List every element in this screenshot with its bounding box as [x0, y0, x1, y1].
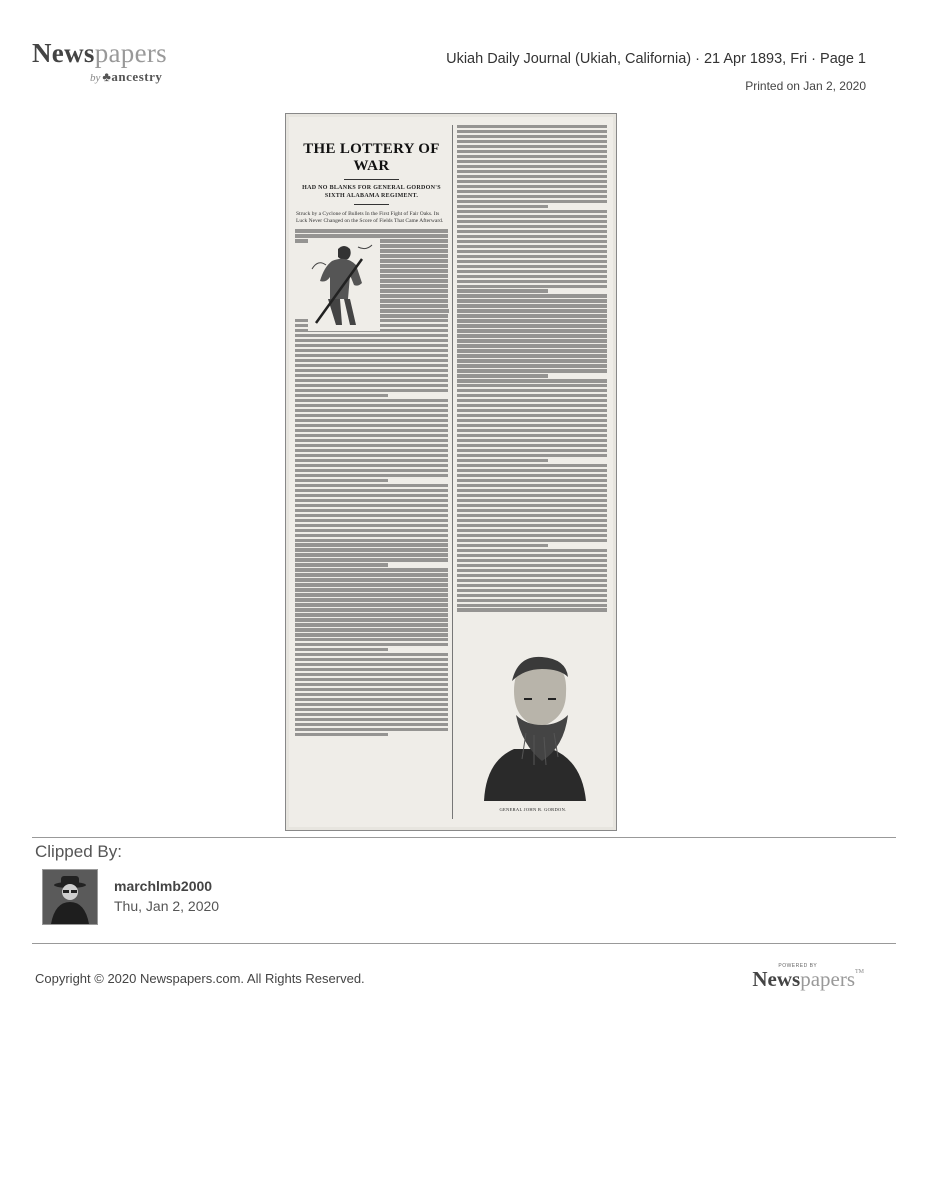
text-line	[295, 509, 448, 512]
text-line	[295, 504, 448, 507]
text-line	[295, 653, 448, 656]
text-line	[295, 384, 448, 387]
text-line	[295, 633, 448, 636]
clip-date: Thu, Jan 2, 2020	[114, 898, 220, 914]
text-line	[457, 225, 607, 228]
powered-news-text: News	[752, 967, 801, 991]
text-line	[457, 469, 607, 472]
text-line	[295, 558, 448, 561]
text-line	[457, 454, 607, 457]
text-line	[457, 544, 548, 547]
logo-news-text: News	[32, 38, 95, 68]
text-line	[457, 479, 607, 482]
text-line	[457, 185, 607, 188]
powered-wordmark	[752, 969, 864, 990]
text-line	[457, 275, 607, 278]
text-line	[295, 728, 448, 731]
text-line	[376, 249, 448, 252]
text-line	[376, 299, 448, 302]
deck-rule	[354, 204, 389, 205]
text-line	[457, 374, 548, 377]
text-line	[457, 604, 607, 607]
text-line	[295, 708, 448, 711]
column-divider	[452, 125, 453, 819]
ancestry-brand: ♣ancestry	[102, 69, 163, 84]
printed-date: Printed on Jan 2, 2020	[745, 79, 866, 93]
text-line	[457, 240, 607, 243]
text-line	[295, 703, 448, 706]
text-line	[295, 623, 448, 626]
text-line	[457, 429, 607, 432]
text-line	[457, 145, 607, 148]
text-line	[376, 269, 448, 272]
text-line	[295, 613, 448, 616]
text-line	[457, 334, 607, 337]
text-line	[457, 175, 607, 178]
text-line	[295, 683, 448, 686]
text-line	[295, 673, 448, 676]
text-line	[457, 409, 607, 412]
text-line	[457, 354, 607, 357]
text-line	[295, 658, 448, 661]
text-line	[295, 693, 448, 696]
text-line	[457, 594, 607, 597]
text-line	[457, 464, 607, 467]
text-line	[376, 314, 448, 317]
text-line	[376, 279, 448, 282]
text-line	[295, 369, 448, 372]
text-line	[295, 608, 448, 611]
text-line	[457, 280, 607, 283]
text-line	[295, 359, 448, 362]
text-line	[295, 349, 448, 352]
publication-info: Ukiah Daily Journal (Ukiah, California) · 21 Apr 1893, Fri · Page 1	[446, 51, 866, 67]
text-line	[457, 504, 607, 507]
text-line	[457, 170, 607, 173]
text-line	[457, 339, 607, 342]
text-line	[457, 399, 607, 402]
text-line	[457, 534, 607, 537]
article-subdeck: Struck by a Cyclone of Bullets In the First Fight of Fair Oaks. Its Luck Never Changed on the Score of Fields That Came Afterward.	[296, 211, 444, 225]
right-column	[456, 121, 608, 823]
text-line	[295, 529, 448, 532]
text-line	[295, 424, 448, 427]
text-line	[457, 294, 607, 297]
trademark-symbol: TM	[855, 969, 864, 975]
text-line	[295, 618, 448, 621]
text-line	[457, 564, 607, 567]
text-line	[457, 265, 607, 268]
text-line	[457, 285, 607, 288]
text-line	[295, 663, 448, 666]
text-line	[457, 235, 607, 238]
text-line	[295, 419, 448, 422]
text-line	[376, 244, 448, 247]
right-column-text	[456, 125, 608, 612]
text-line	[295, 459, 448, 462]
text-line	[295, 429, 448, 432]
text-line	[295, 588, 448, 591]
text-line	[457, 599, 607, 602]
text-line	[295, 434, 448, 437]
top-divider	[32, 837, 896, 838]
clipped-by-heading: Clipped By:	[35, 842, 122, 861]
text-line	[457, 309, 607, 312]
text-line	[376, 274, 448, 277]
text-line	[457, 200, 607, 203]
text-line	[457, 125, 607, 128]
powered-by-label: POWERED BY	[778, 963, 818, 969]
text-line	[457, 324, 607, 327]
text-line	[295, 718, 448, 721]
text-line	[457, 499, 607, 502]
text-line	[457, 484, 607, 487]
text-line	[457, 160, 607, 163]
text-line	[295, 534, 448, 537]
text-line	[457, 369, 607, 372]
powered-papers-text: papers	[800, 967, 855, 991]
text-line	[295, 379, 448, 382]
text-line	[295, 643, 448, 646]
text-line	[376, 294, 448, 297]
text-line	[295, 229, 448, 232]
text-line	[457, 519, 607, 522]
text-line	[457, 150, 607, 153]
text-line	[295, 723, 448, 726]
text-line	[295, 553, 448, 556]
text-line	[457, 559, 607, 562]
text-line	[457, 180, 607, 183]
text-line	[457, 130, 607, 133]
text-line	[295, 593, 448, 596]
text-line	[457, 210, 607, 213]
text-line	[457, 215, 607, 218]
text-line	[295, 668, 448, 671]
text-line	[376, 284, 448, 287]
powered-by-newspapers-logo[interactable]	[752, 963, 864, 990]
text-line	[295, 464, 448, 467]
text-line	[376, 259, 448, 262]
text-line	[295, 374, 448, 377]
text-line	[295, 489, 448, 492]
text-line	[376, 254, 448, 257]
text-line	[457, 245, 607, 248]
text-line	[457, 554, 607, 557]
text-line	[376, 309, 449, 312]
text-line	[457, 299, 607, 302]
user-avatar-icon	[43, 870, 97, 924]
text-line	[457, 289, 548, 292]
text-line	[457, 190, 607, 193]
text-line	[457, 250, 607, 253]
text-line	[457, 304, 607, 307]
logo-papers-text: papers	[94, 38, 167, 68]
text-line	[457, 379, 607, 382]
logo-by-text: by	[90, 72, 101, 84]
text-line	[295, 733, 388, 736]
text-line	[457, 584, 607, 587]
text-line	[457, 314, 607, 317]
gordon-portrait	[474, 651, 592, 801]
text-line	[295, 573, 448, 576]
text-line	[295, 678, 448, 681]
article-title: THE LOTTERY OF WAR	[303, 141, 440, 174]
text-line	[457, 205, 548, 208]
text-line	[376, 289, 448, 292]
text-line	[457, 509, 607, 512]
text-line	[295, 548, 448, 551]
text-line	[457, 260, 607, 263]
text-line	[295, 334, 448, 337]
newspapers-wordmark	[32, 40, 167, 67]
text-line	[457, 319, 607, 322]
text-line	[295, 543, 448, 546]
text-line	[295, 524, 448, 527]
text-line	[295, 603, 448, 606]
clipping-paper	[289, 117, 613, 827]
text-line	[457, 514, 607, 517]
text-line	[295, 234, 448, 237]
text-line	[295, 389, 448, 392]
text-line	[457, 474, 607, 477]
ancestry-brand-text: ancestry	[111, 69, 163, 84]
portrait-caption: GENERAL JOHN B. GORDON.	[499, 807, 567, 812]
text-line	[376, 304, 448, 307]
text-line	[295, 568, 448, 571]
text-line	[457, 444, 607, 447]
text-line	[457, 404, 607, 407]
text-line	[457, 140, 607, 143]
text-line	[295, 598, 448, 601]
text-line	[295, 404, 448, 407]
text-line	[457, 364, 607, 367]
text-line	[457, 414, 607, 417]
text-line	[295, 439, 448, 442]
newspapers-logo[interactable]	[32, 40, 167, 85]
bottom-divider	[32, 943, 896, 944]
text-line	[376, 264, 448, 267]
text-line	[295, 364, 448, 367]
text-line	[457, 135, 607, 138]
text-line	[295, 454, 448, 457]
text-line	[295, 514, 448, 517]
text-line	[457, 155, 607, 158]
text-line	[295, 444, 448, 447]
text-line	[457, 574, 607, 577]
text-line	[457, 384, 607, 387]
text-line	[457, 389, 607, 392]
text-line	[457, 165, 607, 168]
text-line	[295, 563, 388, 566]
newspaper-clipping	[285, 113, 617, 831]
text-line	[295, 474, 448, 477]
copyright-notice: Copyright © 2020 Newspapers.com. All Rights Reserved.	[35, 971, 365, 986]
left-column	[294, 121, 449, 823]
text-line	[295, 494, 448, 497]
text-line	[295, 628, 448, 631]
text-line	[295, 339, 448, 342]
text-line	[457, 489, 607, 492]
text-line	[295, 688, 448, 691]
text-line	[457, 344, 607, 347]
text-line	[457, 434, 607, 437]
ancestry-byline	[90, 69, 167, 85]
text-line	[295, 578, 448, 581]
text-line	[295, 409, 448, 412]
text-line	[457, 569, 607, 572]
text-line	[295, 713, 448, 716]
text-line	[457, 529, 607, 532]
text-line	[295, 698, 448, 701]
text-line	[295, 539, 448, 542]
text-line	[457, 589, 607, 592]
text-line	[457, 195, 607, 198]
text-line	[457, 255, 607, 258]
text-line	[457, 494, 607, 497]
clipper-username[interactable]: marchlmb2000	[114, 878, 213, 894]
article-deck: HAD NO BLANKS FOR GENERAL GORDON'S SIXTH ALABAMA REGIMENT.	[302, 185, 441, 200]
text-line	[457, 349, 607, 352]
text-line	[295, 648, 388, 651]
text-line	[295, 484, 448, 487]
text-line	[457, 424, 607, 427]
text-line	[295, 638, 448, 641]
text-line	[457, 394, 607, 397]
text-line	[457, 549, 607, 552]
text-line	[295, 519, 448, 522]
text-line	[295, 394, 388, 397]
text-line	[457, 608, 607, 611]
text-line	[457, 270, 607, 273]
text-line	[457, 524, 607, 527]
text-line	[457, 220, 607, 223]
text-line	[457, 539, 607, 542]
text-line	[295, 499, 448, 502]
text-line	[457, 230, 607, 233]
text-line	[295, 414, 448, 417]
text-line	[457, 329, 607, 332]
text-line	[457, 439, 607, 442]
text-line	[295, 449, 448, 452]
text-line	[457, 419, 607, 422]
text-line	[457, 359, 607, 362]
text-line	[295, 399, 448, 402]
text-line	[295, 469, 448, 472]
soldier-illustration	[308, 239, 380, 331]
text-line	[295, 354, 448, 357]
text-line	[457, 579, 607, 582]
text-line	[295, 479, 388, 482]
title-rule	[344, 179, 399, 180]
text-line	[295, 344, 448, 347]
text-line	[457, 459, 548, 462]
text-line	[295, 583, 448, 586]
user-avatar[interactable]	[42, 869, 98, 925]
text-line	[457, 449, 607, 452]
